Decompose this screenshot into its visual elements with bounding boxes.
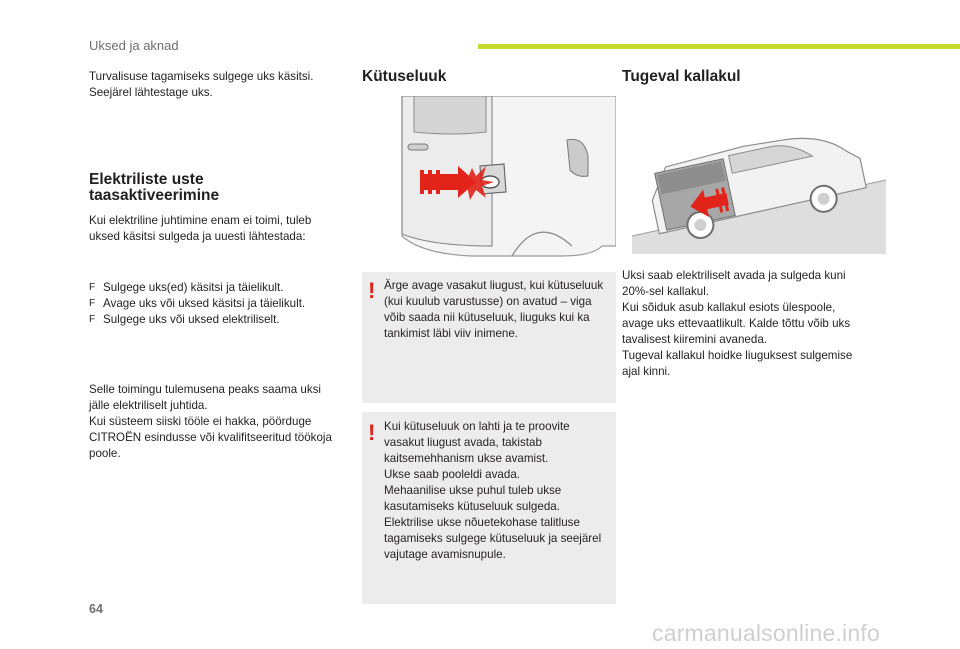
paragraph-line: uksed käsitsi sulgeda ja uuesti lähtestada: bbox=[89, 230, 306, 243]
paragraph-line: jälle elektriliselt juhtida. bbox=[89, 399, 208, 412]
bullet-arrow-icon: F bbox=[89, 282, 96, 293]
warning-line: vajutage avamisnupule. bbox=[384, 548, 506, 561]
warning-line: Ärge avage vasakut liugust, kui kütuseluuk bbox=[384, 279, 604, 292]
site-watermark: carmanualsonline.info bbox=[652, 620, 880, 646]
bullet-arrow-icon: F bbox=[89, 298, 96, 309]
heading-line: Elektriliste uste bbox=[89, 171, 204, 188]
warning-line: Elektrilise ukse nõuetekohase talitluse bbox=[384, 516, 580, 529]
van-on-slope-drawing bbox=[632, 108, 886, 254]
page-number: 64 bbox=[89, 602, 103, 616]
list-item bbox=[89, 280, 305, 296]
heading-steep-slope: Tugeval kallakul bbox=[622, 68, 741, 85]
reactivate-paragraph bbox=[89, 213, 311, 245]
warning-line: tagamiseks sulgege kütuseluuk ja seejärel bbox=[384, 532, 602, 545]
warning-text bbox=[384, 419, 612, 563]
fuel-flap-illustration bbox=[362, 96, 616, 264]
intro-line: Turvalisuse tagamiseks sulgege uks käsitsi. bbox=[89, 70, 314, 83]
warning-line: Kui kütuseluuk on lahti ja te proovite bbox=[384, 420, 570, 433]
intro-line: Seejärel lähtestage uks. bbox=[89, 86, 213, 99]
warning-line: vasakut liugust avada, takistab bbox=[384, 436, 542, 449]
heading-line: taasaktiveerimine bbox=[89, 187, 220, 204]
heading-reactivate-doors bbox=[89, 172, 219, 204]
warning-box-fuel-flap bbox=[362, 272, 616, 403]
heading-fuel-flap: Kütuseluuk bbox=[362, 68, 447, 85]
list-item bbox=[89, 296, 305, 312]
steep-slope-illustration bbox=[632, 108, 886, 254]
warning-line: võib saada nii kütuseluuk, liuguks kui ka bbox=[384, 311, 590, 324]
paragraph-line: CITROËN esindusse või kvalifitseeritud töökoja bbox=[89, 431, 332, 444]
slope-paragraph bbox=[622, 268, 852, 380]
fuel-flap-drawing bbox=[362, 96, 616, 264]
paragraph-line: 20%-sel kallakul. bbox=[622, 285, 709, 298]
bullet-arrow-icon: F bbox=[89, 314, 96, 325]
paragraph-line: poole. bbox=[89, 447, 121, 460]
list-item-text: Avage uks või uksed käsitsi ja täielikult. bbox=[103, 297, 306, 310]
paragraph-line: Tugeval kallakul hoidke liuguksest sulgemise bbox=[622, 349, 853, 362]
warning-line: kasutamiseks kütuseluuk sulgeda. bbox=[384, 500, 560, 513]
paragraph-line: Kui sõiduk asub kallakul esiots ülespoole, bbox=[622, 301, 836, 314]
intro-paragraph bbox=[89, 69, 313, 101]
list-item bbox=[89, 312, 305, 328]
warning-line: kaitsemehhanism ukse avamist. bbox=[384, 452, 549, 465]
list-item-text: Sulgege uks või uksed elektriliselt. bbox=[103, 313, 280, 326]
result-paragraph bbox=[89, 382, 332, 462]
warning-line: tankimist läbi viiv inimene. bbox=[384, 327, 519, 340]
warning-line: (kui kuulub varustusse) on avatud – viga bbox=[384, 295, 592, 308]
paragraph-line: Kui süsteem siiski tööle ei hakka, pöörduge bbox=[89, 415, 312, 428]
paragraph-line: avage uks ettevaatlikult. Kalde tõttu võib uks bbox=[622, 317, 851, 330]
paragraph-line: Uksi saab elektriliselt avada ja sulgeda kuni bbox=[622, 269, 846, 282]
warning-line: Mehaanilise ukse puhul tuleb ukse bbox=[384, 484, 562, 497]
reactivate-steps-list bbox=[89, 280, 305, 328]
paragraph-line: tavalisest kiiremini avaneda. bbox=[622, 333, 767, 346]
section-accent-bar bbox=[478, 44, 960, 49]
paragraph-line: Kui elektriline juhtimine enam ei toimi, tuleb bbox=[89, 214, 312, 227]
warning-line: Ukse saab pooleldi avada. bbox=[384, 468, 520, 481]
warning-icon: ! bbox=[368, 420, 376, 445]
warning-box-sliding-door bbox=[362, 412, 616, 604]
list-item-text: Sulgege uks(ed) käsitsi ja täielikult. bbox=[103, 281, 284, 294]
warning-text bbox=[384, 278, 612, 342]
paragraph-line: Selle toimingu tulemusena peaks saama uksi bbox=[89, 383, 321, 396]
warning-icon: ! bbox=[368, 278, 376, 303]
paragraph-line: ajal kinni. bbox=[622, 365, 671, 378]
section-title: Uksed ja aknad bbox=[89, 38, 179, 53]
